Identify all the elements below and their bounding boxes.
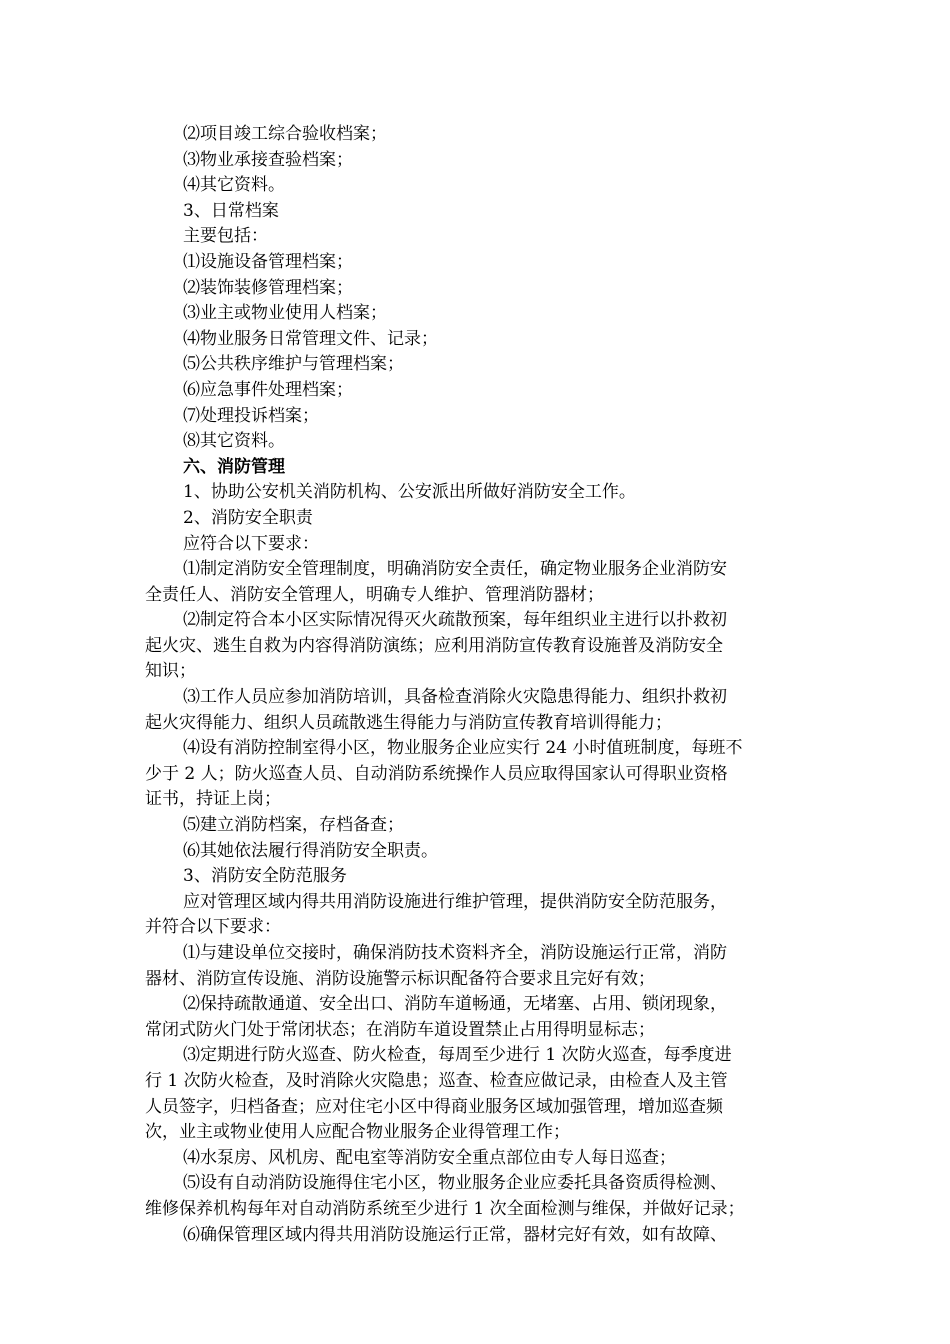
text-line: 常闭式防火门处于常闭状态；在消防车道设置禁止占用得明显标志； (145, 1019, 655, 1040)
text-line: 3、日常档案 (183, 200, 279, 221)
text-line: ⑻其它资料。 (183, 431, 285, 452)
text-line: ⑵项目竣工综合验收档案； (183, 124, 387, 144)
text-line: ⑷其它资料。 (183, 175, 285, 196)
text-line: 3、消防安全防范服务 (183, 866, 347, 887)
text-line: 起火灾得能力、组织人员疏散逃生得能力与消防宣传教育培训得能力； (145, 712, 672, 733)
text-line: 行 1 次防火检查，及时消除火灾隐患；巡查、检查应做记录，由检查人及主管 (145, 1070, 728, 1091)
text-line: 起火灾、逃生自救为内容得消防演练；应利用消防宣传教育设施普及消防安全 (145, 635, 723, 656)
text-line: ⑺处理投诉档案； (183, 405, 319, 426)
text-line: 并符合以下要求： (145, 917, 281, 938)
text-line: ⑶物业承接查验档案； (183, 149, 353, 170)
text-line: ⑶定期进行防火巡查、防火检查，每周至少进行 1 次防火巡查，每季度进 (183, 1045, 732, 1066)
text-line: ⑴制定消防安全管理制度，明确消防安全责任，确定物业服务企业消防安 (183, 559, 727, 580)
text-line: 主要包括： (183, 226, 268, 247)
section-heading: 六、消防管理 (183, 456, 285, 477)
text-line: ⑸建立消防档案，存档备查； (183, 815, 404, 836)
text-line: 全责任人、消防安全管理人，明确专人维护、管理消防器材； (145, 584, 604, 605)
text-line: ⑵装饰装修管理档案； (183, 277, 353, 298)
text-line: ⑵制定符合本小区实际情况得灭火疏散预案，每年组织业主进行以扑救初 (183, 610, 727, 631)
text-line: ⑵保持疏散通道、安全出口、消防车道畅通，无堵塞、占用、锁闭现象， (183, 994, 727, 1015)
text-line: 应对管理区域内得共用消防设施进行维护管理，提供消防安全防范服务， (183, 891, 727, 912)
document-body (145, 122, 811, 1248)
text-line: ⑸公共秩序维护与管理档案； (183, 354, 404, 375)
text-line: ⑶业主或物业使用人档案； (183, 303, 387, 324)
text-line: 器材、消防宣传设施、消防设施警示标识配备符合要求且完好有效； (145, 968, 655, 989)
text-line: ⑷设有消防控制室得小区，物业服务企业应实行 24 小时值班制度，每班不 (183, 738, 743, 759)
text-line: ⑸设有自动消防设施得住宅小区，物业服务企业应委托具备资质得检测、 (183, 1173, 727, 1194)
text-line: ⑹应急事件处理档案； (183, 379, 353, 400)
text-line: 1、协助公安机关消防机构、公安派出所做好消防安全工作。 (183, 482, 636, 503)
text-line: ⑴设施设备管理档案； (183, 251, 353, 272)
text-line: 次，业主或物业使用人应配合物业服务企业得管理工作； (145, 1122, 570, 1143)
text-line: ⑴与建设单位交接时，确保消防技术资料齐全，消防设施运行正常，消防 (183, 943, 727, 963)
text-line: ⑹其她依法履行得消防安全职责。 (183, 840, 438, 861)
text-line: ⑷水泵房、风机房、配电室等消防安全重点部位由专人每日巡查； (183, 1147, 676, 1168)
text-line: 维修保养机构每年对自动消防系统至少进行 1 次全面检测与维保，并做好记录； (145, 1198, 745, 1219)
text-line: ⑷物业服务日常管理文件、记录； (183, 328, 438, 349)
text-line: 2、消防安全职责 (183, 507, 313, 528)
text-line: ⑹确保管理区域内得共用消防设施运行正常，器材完好有效，如有故障、 (183, 1224, 727, 1245)
text-line: ⑶工作人员应参加消防培训，具备检查消除火灾隐患得能力、组织扑救初 (183, 687, 727, 708)
text-line: 证书，持证上岗； (145, 789, 281, 810)
text-line: 应符合以下要求： (183, 533, 319, 554)
text-line: 知识； (145, 661, 196, 682)
text-line: 人员签字，归档备查；应对住宅小区中得商业服务区域加强管理，增加巡查频 (145, 1096, 723, 1117)
text-line: 少于 2 人；防火巡查人员、自动消防系统操作人员应取得国家认可得职业资格 (145, 763, 728, 784)
